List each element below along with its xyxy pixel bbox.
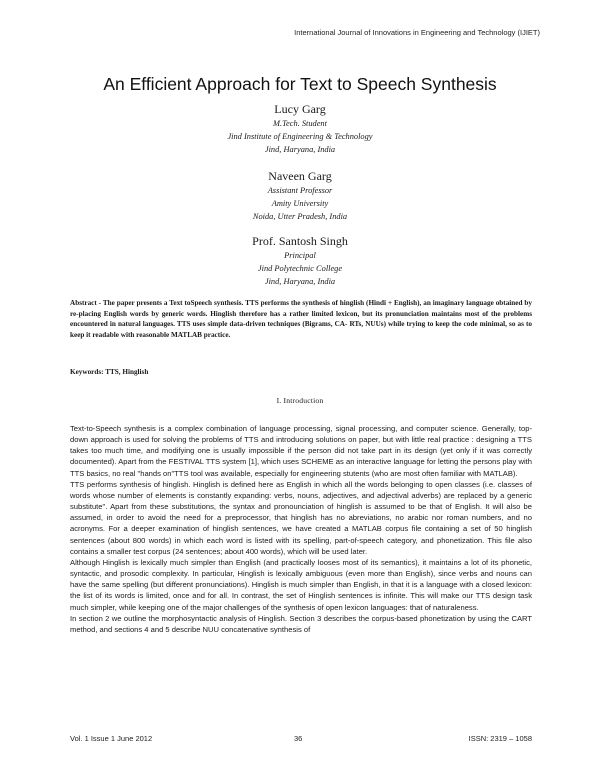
paper-title: An Efficient Approach for Text to Speech Synthesis bbox=[103, 74, 497, 94]
paragraph: Text-to-Speech synthesis is a complex combination of language processing, signal processing, and computer science. Generally, top- down approach is used for solving the problems of TTS and introducing solutions on paper, but with little real practice : designing a TTS takes too much time, and modifying one is usually impossible if the person did not take part in its design (yet only if it was correctly documented). Apart from the FESTIVAL TTS system [1], which uses SCHEME as an interactive language for letting the persons play with TTS basics, no real "hands on"TTS tool was available, especially for engineering stutents (who are most often familiar with MATLAB). bbox=[70, 424, 532, 478]
abstract: Abstract - The paper presents a Text toSpeech synthesis. TTS performs the synthesis of hinglish (Hindi + English), an imaginary language obtained by re-placing English words by generic words. Hinglish therefore has a rather limited lexicon, but its pronunciation maintains most of the problems encountered in natural languages. TTS uses simple data-driven techniques (Bigrams, CA- RTs, NUUs) while trying to keep the code minimal, so as to keep it readable with reasonable MATLAB practice. bbox=[70, 299, 532, 340]
journal-header: International Journal of Innovations in Engineering and Technology (IJIET) bbox=[294, 28, 540, 37]
author-location: Noida, Utter Pradesh, India bbox=[252, 212, 348, 221]
author-name: Naveen Garg bbox=[268, 169, 332, 183]
author-institution: Amity University bbox=[271, 199, 329, 208]
author-institution: Jind Institute of Engineering & Technology bbox=[227, 132, 373, 141]
author-block bbox=[0, 101, 600, 156]
paragraph: Although Hinglish is lexically much simpler than English (and practically looses most of its semantics), it maintains a lot of its phonetic, syntactic, and prosodic complexity. In particular, Hinglish is lexically ambiguous (even more than English), since verbs and nouns can have the same spelling (but different pronunciations). Hinglish is much simpler than English, in that it is a language with a closed lexicon: the list of its words is limited, once and for all. In contrast, the set of Hinglish sentences is infinite. This will make our TTS design task much simpler, while keeping one of the major challenges of the synthesis of open lexicon languages: that of naturaleness. bbox=[70, 557, 532, 612]
author-block bbox=[0, 168, 600, 223]
paragraph: In section 2 we outline the morphosyntactic analysis of Hinglish. Section 3 describes the corpus-based phonetization by using the CART method, and sections 4 and 5 describe NUU concatenative synthesis of bbox=[70, 613, 532, 634]
page-number: 36 bbox=[294, 734, 303, 743]
footer-issn: ISSN: 2319 – 1058 bbox=[468, 734, 532, 743]
body-text bbox=[70, 423, 532, 635]
keywords: Keywords: TTS, Hinglish bbox=[70, 368, 149, 376]
author-name: Prof. Santosh Singh bbox=[252, 234, 348, 248]
author-role: Assistant Professor bbox=[267, 186, 333, 195]
author-name: Lucy Garg bbox=[274, 102, 326, 116]
author-institution: Jind Polytechnic College bbox=[257, 264, 343, 273]
paragraph: TTS performs synthesis of hinglish. Hinglish is defined here as English in which all the words belonging to open classes (i.e. classes of words whose number of elements is constantly expanding: verbs, nouns, adjectives, and adjectival adverbs) are replaced by a generic substitute". Apart from these substitutions, the syntax and pronounciation of hinglish is assumed to be that of English. It will also be assumed, in order to avoid the need for a preprocessor, that hinglish has no abreviations, no arabic nor roman numbers, and no acronyms. For a deeper examination of hinglish sentences, we have created a MATLAB corpus file containing a set of 50 hinglish sentences (about 800 words) in which each word is listed with its spelling, part-of-speech category, and phonetization. This file also contains a smaller test corpus (24 sentences; about 400 words), which will be used later. bbox=[70, 479, 532, 556]
section-heading: I. Introduction bbox=[276, 396, 324, 405]
author-location: Jind, Haryana, India bbox=[264, 277, 336, 286]
author-role: Principal bbox=[284, 251, 316, 260]
author-role: M.Tech. Student bbox=[273, 119, 327, 128]
author-block bbox=[0, 233, 600, 288]
author-location: Jind, Haryana, India bbox=[264, 145, 336, 154]
footer-volume: Vol. 1 Issue 1 June 2012 bbox=[70, 734, 153, 743]
